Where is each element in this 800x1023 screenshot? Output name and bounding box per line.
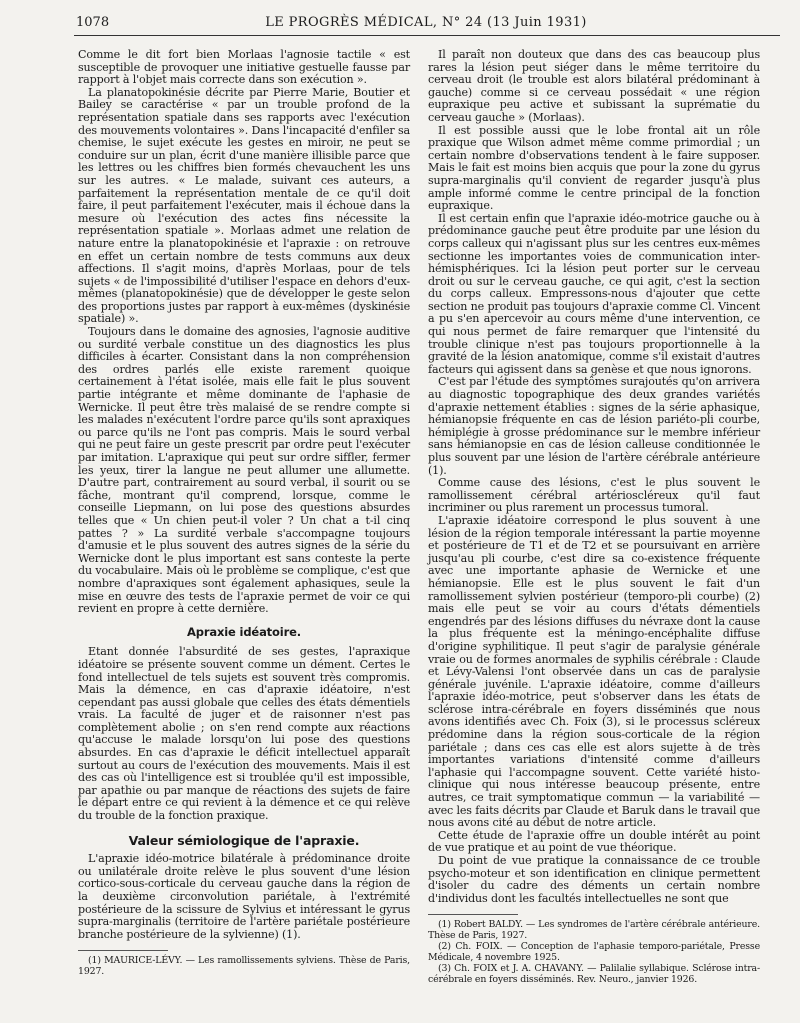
footnote: (1) Robert BALDY. — Les syndromes de l'artère cérébrale antérieure. Thèse de Paris, 1927.: [428, 919, 760, 942]
paragraph: L'apraxie idéatoire correspond le plus souvent à une lésion de la région temporale intéressant la partie moyenne et postérieure de T1 et de T2 et se poursuivant en arrière jusqu'au pli courbe, c'est dire sa co-existence fréquente avec une importante aphasie de Wernicke et une hémianopsie. Elle est le plus souvent le fait d'un ramollissement sylvien postérieur (temporo-pli courbe) (2) mais elle peut se voir au cours d'états démentiels engendrés par des lésions diffuses du névraxe dont la cause la plus fréquente est la méningo-encéphalite diffuse d'origine syphilitique. Il peut s'agir de paralysie générale vraie ou de formes anormales de syphilis cérébrale : Claude et Lévy-Valensi l'ont observée dans un cas de paralysie générale juvénile. L'apraxie idéatoire, comme d'ailleurs l'apraxie idéo-motrice, peut s'observer dans les états de sclérose intra-cérébrale en foyers disséminés que nous avons identifiés avec Ch. Foix (3), si le processus scléreux prédomine dans la région sous-corticale de la région pariétale ; dans ces cas elle est alors sujette à de très importantes variations d'intensité comme d'ailleurs l'aphasie qui l'accompagne souvent. Cette variété histo-clinique qui nous intéresse beaucoup présente, entre autres, ce trait symptomatique commun — la variabilité — avec les faits décrits par Claude et Baruk dans le travail que nous avons cité au début de notre article.: [428, 513, 760, 830]
paragraph: Il est certain enfin que l'apraxie idéo-motrice gauche ou à prédominance gauche peut être produite par une lésion du corps calleux qui n'agissant plus sur les centres eux-mêmes sectionne les importantes voies de communication inter-hémisphériques. Ici la lésion peut porter sur le cerveau droit ou sur le cerveau gauche, ce qui agit, c'est la section du corps calleux. Empressons-nous d'ajouter que cette section ne produit pas toujours d'apraxie comme Cl. Vincent a pu s'en apercevoir au cours même d'une intervention, ce qui nous permet de faire remarquer que l'intensité du trouble clinique n'est pas toujours proportionnelle à la gravité de la lésion anatomique, comme s'il existait d'autres facteurs qui agissent dans sa genèse et que nous ignorons.: [428, 211, 760, 376]
paragraph: L'apraxie idéo-motrice bilatérale à prédominance droite ou unilatérale droite relève le plus souvent d'une lésion cortico-sous-corticale du cerveau gauche dans la région de la deuxième circonvolution pariétale, à l'extrémité postérieure de la scissure de Sylvius et intéressant le gyrus supra-marginalis (territoire de l'artère pariétale postérieure branche postérieure de la sylvienne) (1).: [78, 852, 410, 941]
paragraph: Il est possible aussi que le lobe frontal ait un rôle praxique que Wilson admet même comme primordial ; un certain nombre d'observations tendent à le faire supposer. Mais le fait est moins bien acquis que pour la zone du gyrus supra-marginalis qu'il convient de regarder jusqu'à plus ample informé comme le centre principal de la fonction eupraxique.: [428, 123, 760, 213]
header-rule: [74, 35, 780, 36]
paragraph: Comme cause des lésions, c'est le plus souvent le ramollissement cérébral artérioscléreux qu'il faut incriminer ou plus rarement un processus tumoral.: [428, 476, 760, 515]
paragraph: Cette étude de l'apraxie offre un double intérêt au point de vue pratique et au point de vue théorique.: [428, 828, 760, 855]
right-column: [428, 49, 760, 985]
footnote-rule: [428, 914, 518, 915]
paragraph: La planatopokinésie décrite par Pierre Marie, Boutier et Bailey se caractérise « par un trouble profond de la représentation spatiale dans ses rapports avec l'exécution des mouvements volontaires ». Dans l'incapacité d'enfiler sa chemise, le sujet exécute les gestes en miroir, ne peut se conduire sur un plan, écrit d'une manière illisible parce que les lettres ou les chiffres bien formés chevauchent les uns sur les autres. « Le malade, suivant ces auteurs, a parfaitement la représentation mentale de ce qu'il doit faire, il peut parfaitement l'exécuter, mais il échoue dans la mesure où l'exécution des actes fins nécessite la représentation spatiale ». Morlaas admet une relation de nature entre la planatopokinésie et l'apraxie : on retrouve en effet un certain nombre de tests communs aux deux affections. Il s'agit moins, d'après Morlaas, pour de tels sujets « de l'impossibilité d'utiliser l'espace en dehors d'eux-mêmes (planatopokinésie) que de développer le geste selon des proportions justes par rapport à eux-mêmes (dyskinésie spatiale) ».: [78, 85, 410, 326]
paragraph: Comme le dit fort bien Morlaas l'agnosie tactile « est susceptible de provoquer une initiative gestuelle fausse par rapport à l'objet mais correcte dans son exécution ».: [78, 48, 410, 87]
paragraph: Etant donnée l'absurdité de ses gestes, l'apraxique idéatoire se présente souvent comme un dément. Certes le fond intellectuel de tels sujets est souvent très compromis. Mais la démence, en cas d'apraxie idéatoire, n'est cependant pas aussi globale que celles des états démentiels vrais. La faculté de juger et de raisonner n'est pas complètement abolie ; on s'en rend compte aux réactions qu'accuse le malade lorsqu'on lui pose des questions absurdes. En cas d'apraxie le déficit intellectuel apparaît surtout au cours de l'exécution des mouvements. Mais il est des cas où l'intelligence est si troublée qu'il est impossible, par apathie ou par manque de réactions des sujets de faire le départ entre ce qui revient à la démence et ce qui relève du trouble de la fonction praxique.: [78, 645, 410, 823]
page-header: [76, 12, 776, 34]
paragraph: Du point de vue pratique la connaissance de ce trouble psycho-moteur et son identification en clinique permettent d'isoler du cadre des déments un certain nombre d'individus dont les facultés intellectuelles ne sont que: [428, 854, 760, 905]
footnote: (3) Ch. FOIX et J. A. CHAVANY. — Palilalie syllabique. Sclérose intra-cérébrale en foyers disséminés. Rev. Neuro., janvier 1926.: [428, 963, 760, 986]
footnote: (2) Ch. FOIX. — Conception de l'aphasie temporo-pariétale, Presse Médicale, 4 novembre 1925.: [428, 941, 760, 964]
left-column: [78, 49, 410, 977]
paragraph: Toujours dans le domaine des agnosies, l'agnosie auditive ou surdité verbale constitue un des diagnostics les plus difficiles à écarter. Consistant dans la non compréhension des ordres parlés elle existe rarement quoique certainement à l'état isolée, mais elle fait le plus souvent partie intégrante et même dominante de l'aphasie de Wernicke. Il peut être très malaisé de se rendre compte si les malades n'exécutent l'ordre parce qu'ils sont apraxiques ou parce qu'ils ne l'ont pas compris. Mais le sourd verbal qui ne peut faire un geste prescrit par ordre peut l'exécuter par imitation. L'apraxique qui peut sur ordre siffler, fermer les yeux, tirer la langue ne peut allumer une allumette. D'autre part, contrairement au sourd verbal, il sourit ou se fâche, montrant qu'il comprend, lorsque, comme le conseille Liepmann, on lui pose des questions absurdes telles que « Un chien peut-il voler ? Un chat a t-il cinq pattes ? » La surdité verbale s'accompagne toujours d'amusie et le plus souvent des autres signes de la série du Wernicke dont le plus important est sans conteste la perte du vocabulaire. Mais où le problème se complique, c'est que nombre d'apraxiques sont également aphasiques, seule la mise en œuvre des tests de l'apraxie permet de voir ce qui revient en propre à cette dernière.: [78, 325, 410, 616]
footnote-rule: [78, 950, 168, 951]
section-heading: Valeur sémiologique de l'apraxie.: [128, 832, 360, 848]
paragraph: C'est par l'étude des symptômes surajoutés qu'on arrivera au diagnostic topographique des deux grandes variétés d'apraxie nettement établies : signes de la série aphasique, hémianopsie fréquente en cas de lésion pariéto-pli courbe, hémiplégie à grosse prédominance sur le membre inférieur sans hémianopsie en cas de lésion calleuse conditionnée le plus souvent par une lésion de l'artère cérébrale antérieure (1).: [428, 375, 760, 477]
page-number: 1078: [76, 15, 110, 30]
journal-title: LE PROGRÈS MÉDICAL, N° 24 (13 Juin 1931): [265, 15, 587, 30]
section-heading: Apraxie idéatoire.: [187, 624, 301, 639]
paragraph: Il paraît non douteux que dans des cas beaucoup plus rares la lésion peut siéger dans le même territoire du cerveau droit (le trouble est alors bilatéral prédominant à gauche) comme si ce cerveau possédait « une région eupraxique peu active et subissant la suprématie du cerveau gauche » (Morlaas).: [428, 48, 760, 124]
footnote: (1) MAURICE-LÉVY. — Les ramollissements sylviens. Thèse de Paris, 1927.: [78, 955, 410, 978]
